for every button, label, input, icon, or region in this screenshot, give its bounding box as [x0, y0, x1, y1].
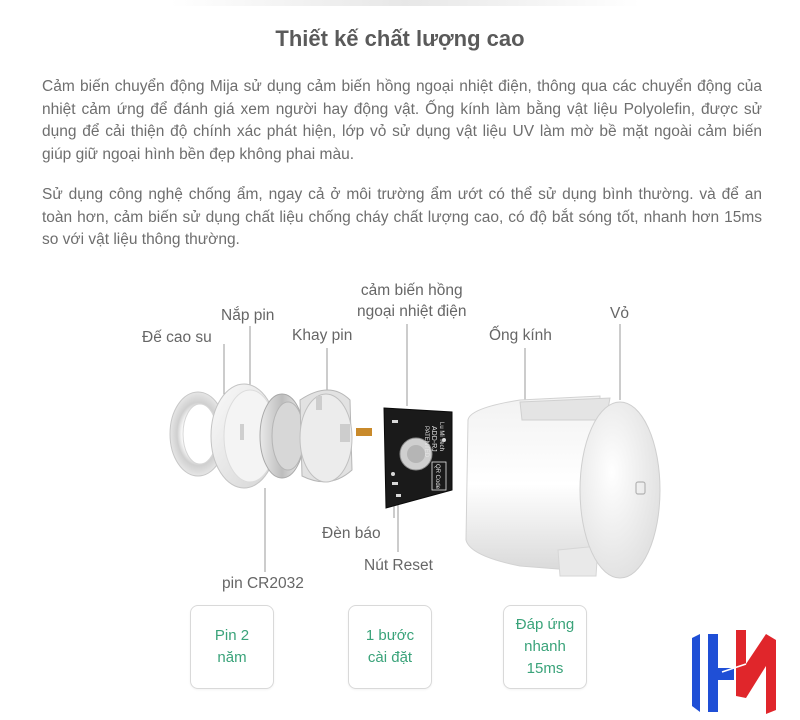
feature-card-battery-life [190, 605, 274, 689]
label-indicator-light: Đèn báo [322, 525, 381, 542]
label-shell: Vỏ [610, 305, 629, 322]
sensor-shell-part [466, 396, 660, 578]
label-pir-sensor: cảm biến hồng ngoại nhiệt điện [357, 282, 467, 320]
feature-text-response: Đáp ứng nhanh 15ms [515, 616, 575, 677]
label-rubber-base: Đế cao su [142, 329, 212, 346]
hn-logo-icon [686, 624, 782, 716]
description-paragraph-2: Sử dụng công nghệ chống ẩm, ngay cả ở môi trường ẩm ướt có thể sử dụng bình thường. và để an toàn hơn, cảm biến sử dụng chất liệu chống cháy chất lượng cao, có độ bắt sóng tốt, nhanh hơn 15ms so với vật liệu thông thường. [42, 186, 762, 248]
label-lens: Ống kính [489, 327, 552, 344]
feature-card-setup [348, 605, 432, 689]
pcb-board-part [384, 408, 452, 508]
label-reset-button: Nút Reset [364, 557, 433, 574]
pcb-label-1: ADD-RJ [430, 426, 437, 452]
pcb-qr-label: QR Code [434, 464, 440, 490]
feature-text-setup: 1 bước cài đặt [365, 627, 415, 666]
pcb-label-3: PATENTED [423, 426, 429, 458]
hn-logo-red-stroke [736, 630, 776, 714]
exploded-view-diagram [0, 250, 800, 600]
feature-card-response [503, 605, 587, 689]
label-battery: pin CR2032 [222, 575, 304, 592]
battery-tray-part [300, 390, 372, 482]
hn-logo-blue-stroke [692, 634, 734, 712]
top-decorative-line [170, 0, 640, 6]
label-battery-cover: Nắp pin [221, 307, 275, 324]
description-paragraph-1: Cảm biến chuyển động Mija sử dụng cảm biến hồng ngoại nhiệt điện, thông qua các chuyển động của nhiệt cảm ứng để đánh giá xem người hay động vật. Ống kính làm bằng vật liệu Polyolefin, được sử dụng để cải thiện độ chính xác phát hiện, lớp vỏ sử dụng vật liệu UV làm mờ bề mặt ngoài cảm biến giúp giữ ngoại hình bền đẹp không phai màu. [42, 78, 762, 163]
feature-text-battery-life: Pin 2 năm [214, 627, 250, 666]
label-battery-tray: Khay pin [292, 327, 353, 344]
page-title: Thiết kế chất lượng cao [275, 26, 525, 51]
battery-part [260, 394, 304, 478]
pcb-label-2: Lu Mi Tech [438, 422, 444, 451]
